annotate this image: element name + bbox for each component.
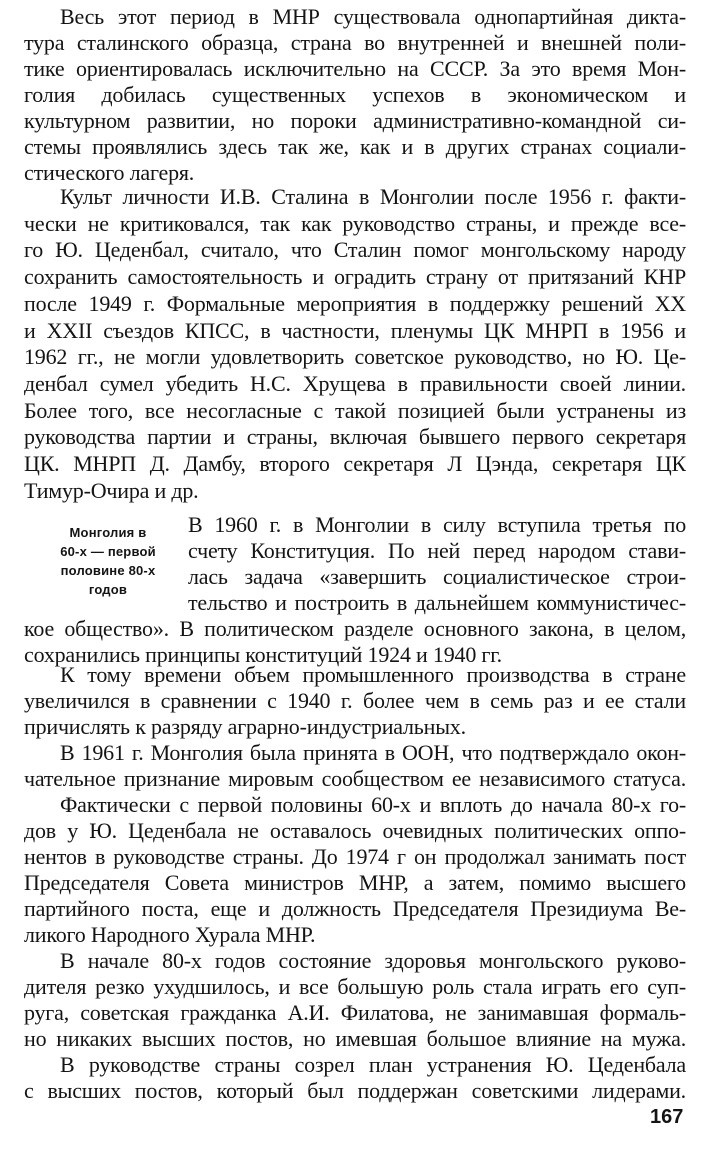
text-line: Председателя Совета министров МНР, а затем, помимо высшего xyxy=(24,870,686,895)
text-line: кое общество». В политическом разделе основного закона, в целом, xyxy=(24,616,686,641)
paragraph-1 xyxy=(24,4,686,186)
text-line: дителя резко ухудшилось, и все большую роль стала играть его суп- xyxy=(24,974,686,999)
text-line: тике ориентировалась исключительно на СССР. За это время Мон- xyxy=(24,56,686,81)
text-line: чательное признание мировым сообществом ее независимого статуса. xyxy=(24,766,686,791)
text-line: Тимур-Очира и др. xyxy=(24,477,199,503)
text-line: но никаких высших постов, но имевшая большое влияние на мужа. xyxy=(24,1026,686,1051)
text-line: и XXII съездов КПСС, в частности, пленумы ЦК МНРП в 1956 и xyxy=(24,317,686,343)
paragraph-2 xyxy=(24,184,686,504)
text-line: лась задача «завершить социалистическое строи- xyxy=(188,564,686,589)
text-line: ликого Народного Хурала МНР. xyxy=(24,922,316,947)
text-line: чески не критиковался, так как руководство страны, и прежде все- xyxy=(24,210,686,236)
text-line: нентов в руководстве страны. До 1974 г он продолжал занимать пост xyxy=(24,844,686,869)
text-line: В 1961 г. Монголия была принята в ООН, что подтверждало окон- xyxy=(60,740,686,765)
text-line: Культ личности И.В. Сталина в Монголии после 1956 г. факти- xyxy=(60,184,686,209)
text-line: увеличился в сравнении с 1940 г. более чем в семь раз и ее стали xyxy=(24,688,686,713)
text-line: ЦК. МНРП Д. Дамбу, второго секретаря Л Цэнда, секретаря ЦК xyxy=(24,451,686,477)
text-line: Фактически с первой половины 60-х и вплоть до начала 80-х го- xyxy=(60,792,686,817)
text-line: В руководстве страны созрел план устранения Ю. Цеденбала xyxy=(60,1052,686,1077)
text-line: с высших постов, который был поддержан советскими лидерами. xyxy=(24,1078,686,1103)
text-line: счету Конституция. По ней перед народом стави- xyxy=(188,538,686,563)
text-line: голия добилась существенных успехов в экономическом и xyxy=(24,82,686,107)
text-line: го Ю. Цеденбал, считало, что Сталин помог монгольскому народу xyxy=(24,237,686,263)
text-line: сохранить самостоятельность и оградить страну от притязаний КНР xyxy=(24,264,686,290)
margin-heading-line: 60-х — первой xyxy=(60,544,156,559)
paragraph-5 xyxy=(24,740,686,792)
text-line: стического лагеря. xyxy=(24,160,195,185)
page-number: 167 xyxy=(650,1106,684,1128)
text-line: тельство и построить в дальнейшем коммунистичес- xyxy=(188,590,686,615)
paragraph-7 xyxy=(24,948,686,1052)
text-line: В 1960 г. в Монголии в силу вступила третья по xyxy=(188,512,686,537)
paragraph-3-continued xyxy=(24,616,686,668)
text-line: В начале 80-х годов состояние здоровья монгольского руково- xyxy=(60,948,686,973)
text-line: партийного поста, еще и должность Председателя Президиума Ве- xyxy=(24,896,686,921)
text-line: причислять к разряду аграрно-индустриальных. xyxy=(24,714,466,739)
text-line: тура сталинского образца, страна во внутренней и внешней поли- xyxy=(24,30,686,55)
text-line: денбал сумел убедить Н.С. Хрущева в правильности своей линии. xyxy=(24,370,686,396)
text-line: стемы проявлялись здесь так же, как и в других странах социали- xyxy=(24,134,686,159)
paragraph-8 xyxy=(24,1052,686,1104)
margin-heading-line: половине 80-х xyxy=(60,563,156,578)
text-line: Более того, все несогласные с такой позицией были устранены из xyxy=(24,397,686,423)
text-line: дов у Ю. Цеденбала не оставалось очевидных политических оппо- xyxy=(24,818,686,843)
text-line: руководства партии и страны, включая бывшего первого секретаря xyxy=(24,424,686,450)
text-line: культурном развитии, но пороки административно-командной си- xyxy=(24,108,686,133)
text-line: после 1949 г. Формальные мероприятия в поддержку решений XX xyxy=(24,290,686,316)
margin-heading-line: Монголия в xyxy=(69,525,147,540)
paragraph-3-beside-heading xyxy=(188,512,686,616)
text-line: сохранились принципы конституций 1924 и 1940 гг. xyxy=(24,642,502,667)
text-line: Весь этот период в МНР существовала однопартийная дикта- xyxy=(60,4,686,29)
text-line: 1962 гг., не могли удовлетворить советское руководство, но Ю. Це- xyxy=(24,344,686,370)
paragraph-4 xyxy=(24,662,686,740)
margin-heading xyxy=(32,523,184,599)
text-line: руга, советская гражданка А.И. Филатова, не занимавшая формаль- xyxy=(24,1000,686,1025)
paragraph-6 xyxy=(24,792,686,948)
text-line: К тому времени объем промышленного производства в стране xyxy=(60,662,686,687)
margin-heading-line: годов xyxy=(88,582,128,597)
